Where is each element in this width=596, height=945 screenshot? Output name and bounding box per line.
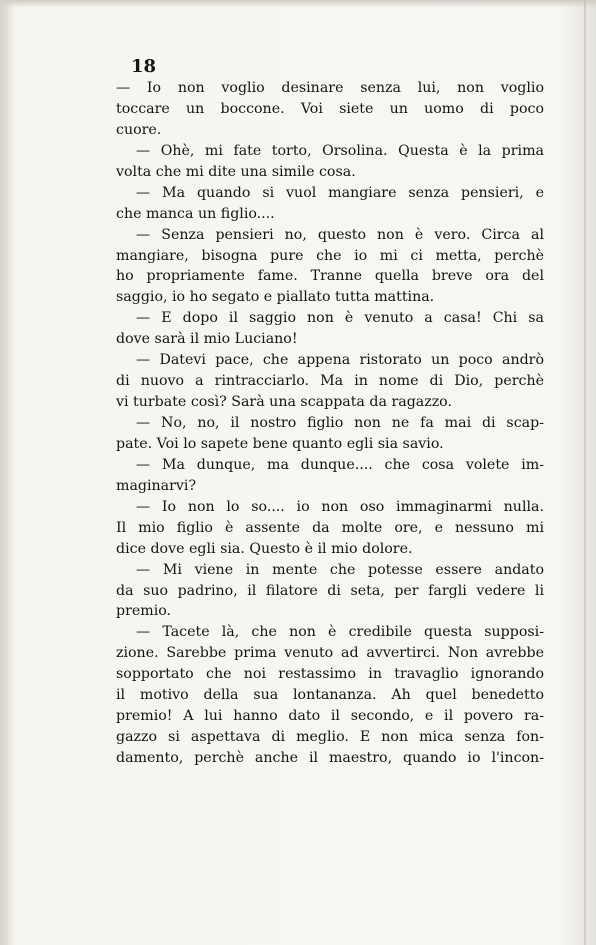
text-line: — Datevi pace, che appena ristorato un poco andrò (136, 352, 544, 369)
text-line: toccare un boccone. Voi siete un uomo di poco (116, 100, 544, 117)
text-line: vi turbate così? Sarà una scappata da ragazzo. (116, 394, 452, 411)
text-line: ho propriamente fame. Tranne quella breve ora del (116, 268, 544, 285)
text-line: premio. (116, 603, 172, 620)
page-left-edge (0, 0, 14, 945)
text-line: cuore. (116, 121, 162, 138)
text-line: il motivo della sua lontananza. Ah quel benedetto (116, 687, 544, 704)
text-line: maginarvi? (116, 477, 197, 494)
text-line: mangiare, bisogna pure che io mi ci metta, perchè (116, 247, 544, 264)
text-line: zione. Sarebbe prima venuto ad avvertirci. Non avrebbe (116, 645, 544, 662)
text-line: — Mi viene in mente che potesse essere andato (136, 561, 544, 578)
text-line: da suo padrino, il filatore di seta, per fargli vedere li (116, 582, 544, 599)
page-top-edge (0, 0, 596, 8)
page-number: 18 (131, 56, 157, 77)
text-line: — Senza pensieri no, questo non è vero. Circa al (136, 226, 544, 243)
text-line: — Ohè, mi fate torto, Orsolina. Questa è la prima (136, 142, 544, 159)
text-line: dice dove egli sia. Questo è il mio dolore. (116, 540, 413, 557)
text-line: Il mio figlio è assente da molte ore, e nessuno mi (116, 519, 544, 536)
text-line: — Ma quando si vuol mangiare senza pensieri, e (136, 184, 544, 201)
text-line: — Io non voglio desinare senza lui, non voglio (116, 80, 544, 96)
text-line: — Tacete là, che non è credibile questa supposi- (136, 624, 544, 641)
text-line: volta che mi dite una simile cosa. (116, 163, 356, 180)
text-line: — Ma dunque, ma dunque.... che cosa volete im- (136, 456, 544, 473)
text-line: di nuovo a rintracciarlo. Ma in nome di Dio, perchè (116, 373, 544, 390)
text-line: sopportato che noi restassimo in travaglio ignorando (116, 666, 544, 683)
text-line: — No, no, il nostro figlio non ne fa mai di scap- (136, 415, 544, 431)
text-line: — Io non lo so.... io non oso immaginarmi nulla. (136, 498, 544, 515)
page-right-edge (584, 0, 586, 945)
text-line: pate. Voi lo sapete bene quanto egli sia savio. (116, 435, 444, 452)
text-line: gazzo si aspettava di meglio. E non mica senza fon- (116, 729, 544, 746)
text-line: saggio, io ho segato e piallato tutta mattina. (116, 289, 435, 306)
text-line: damento, perchè anche il maestro, quando io l'incon- (116, 750, 544, 766)
text-line: che manca un figlio.... (116, 205, 275, 222)
text-line: premio! A lui hanno dato il secondo, e il povero ra- (116, 708, 544, 725)
text-line: dove sarà il mio Luciano! (116, 331, 298, 348)
page-text (116, 78, 544, 769)
text-line: — E dopo il saggio non è venuto a casa! Chi sa (136, 310, 544, 327)
